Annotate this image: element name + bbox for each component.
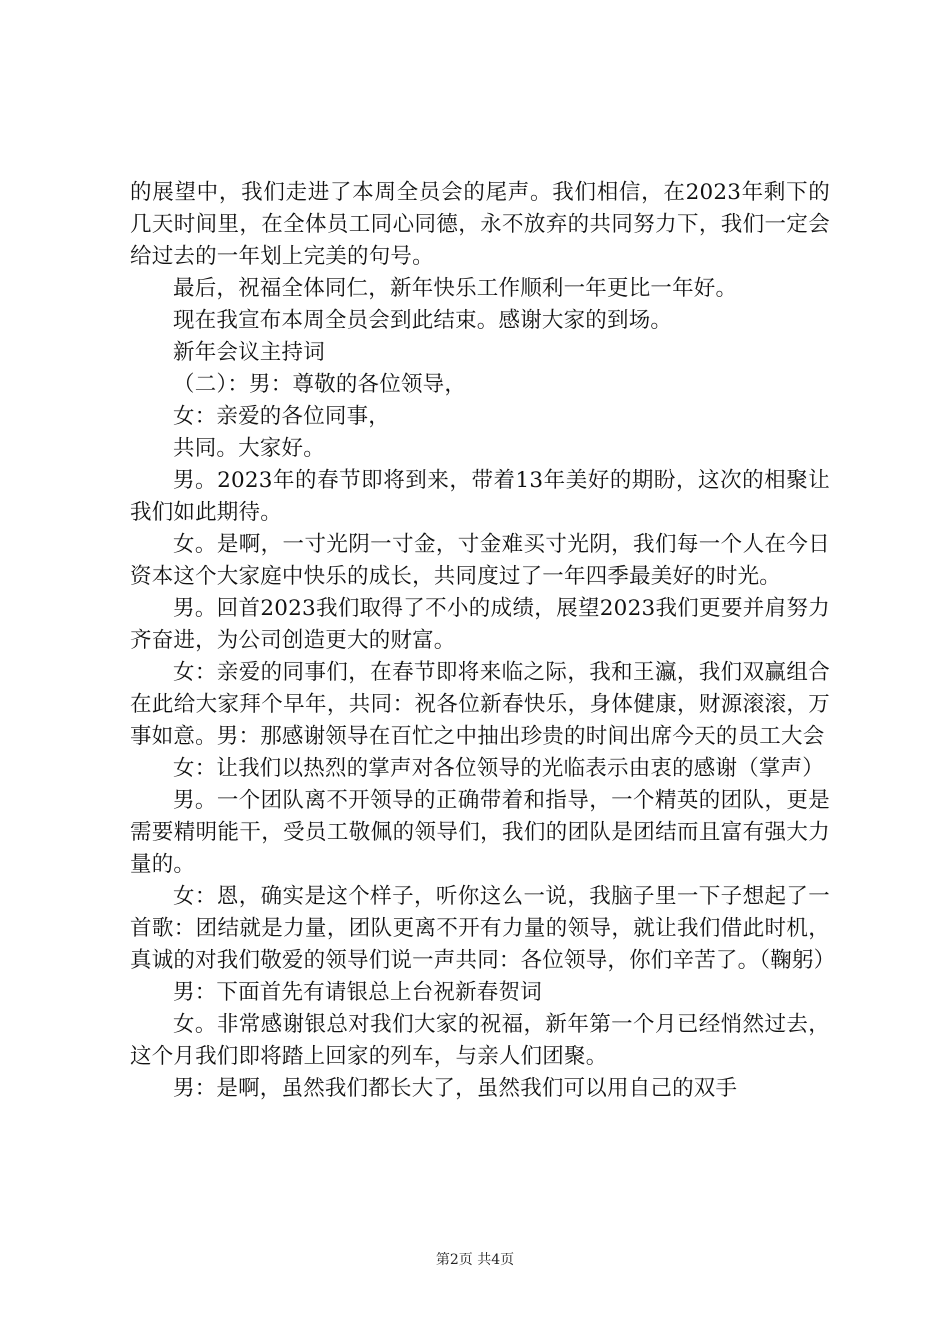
paragraph-8: 男。2023年的春节即将到来，带着13年美好的期盼，这次的相聚让我们如此期待。	[130, 468, 830, 525]
paragraph-15: 男：下面首先有请银总上台祝新春贺词	[173, 980, 542, 1005]
paragraph-1: 的展望中，我们走进了本周全员会的尾声。我们相信，在2023年剩下的几天时间里，在全体员工同心同德，永不放弃的共同努力下，我们一定会给过去的一年划上完美的句号。	[130, 180, 830, 269]
paragraph-3: 现在我宣布本周全员会到此结束。感谢大家的到场。	[173, 308, 673, 333]
page-footer: 第2页 共4页	[435, 1252, 515, 1268]
document-body	[130, 177, 836, 1105]
paragraph-4: 新年会议主持词	[173, 340, 325, 365]
paragraph-13: 男。一个团队离不开领导的正确带着和指导，一个精英的团队，更是需要精明能干，受员工敬佩的领导们，我们的团队是团结而且富有强大力量的。	[130, 788, 830, 877]
paragraph-9: 女。是啊，一寸光阴一寸金，寸金难买寸光阴，我们每一个人在今日资本这个大家庭中快乐的成长，共同度过了一年四季最美好的时光。	[130, 532, 830, 589]
paragraph-17: 男：是啊，虽然我们都长大了，虽然我们可以用自己的双手	[173, 1076, 738, 1101]
paragraph-7: 共同。大家好。	[173, 436, 325, 461]
paragraph-11: 女：亲爱的同事们，在春节即将来临之际，我和王瀛，我们双赢组合在此给大家拜个早年，共同：祝各位新春快乐，身体健康，财源滚滚，万事如意。男：那感谢领导在百忙之中抽出珍贵的时间出席今天的员工大会	[130, 660, 830, 749]
paragraph-16: 女。非常感谢银总对我们大家的祝福，新年第一个月已经悄然过去，这个月我们即将踏上回家的列车，与亲人们团聚。	[130, 1012, 830, 1069]
paragraph-5: （二）：男：尊敬的各位领导，	[173, 372, 467, 397]
paragraph-14: 女：恩，确实是这个样子，听你这么一说，我脑子里一下子想起了一首歌：团结就是力量，团队更离不开有力量的领导，就让我们借此时机，真诚的对我们敬爱的领导们说一声共同：各位领导，你们辛苦了。（鞠躬）	[130, 884, 836, 973]
paragraph-6: 女：亲爱的各位同事，	[173, 404, 391, 429]
paragraph-10: 男。回首2023我们取得了不小的成绩，展望2023我们更要并肩努力齐奋进，为公司创造更大的财富。	[130, 596, 830, 653]
paragraph-2: 最后，祝福全体同仁，新年快乐工作顺利一年更比一年好。	[173, 276, 738, 301]
paragraph-12: 女：让我们以热烈的掌声对各位领导的光临表示由衷的感谢（掌声）	[173, 756, 825, 781]
